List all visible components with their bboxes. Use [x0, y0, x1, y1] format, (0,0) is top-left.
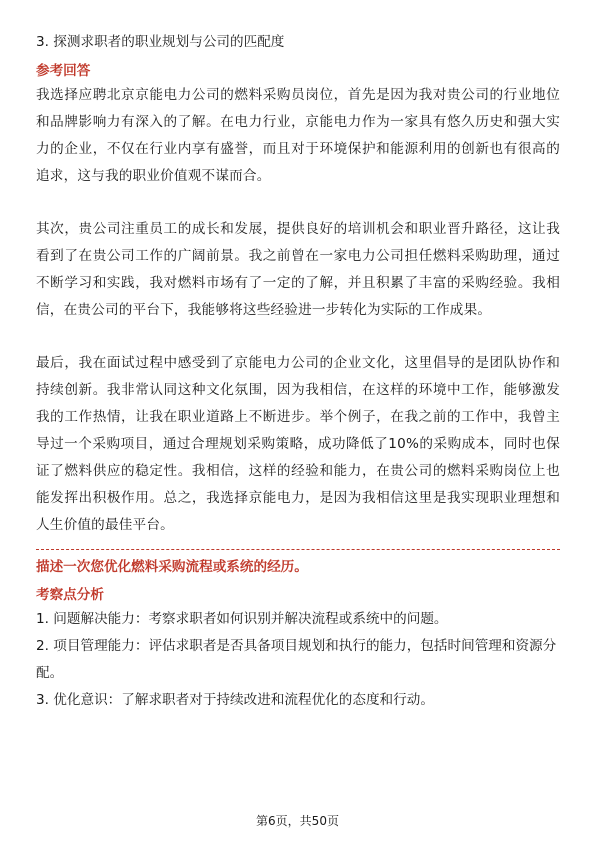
analysis-point-3: 3. 优化意识：了解求职者对于持续改进和流程优化的态度和行动。 — [36, 692, 434, 708]
answer-paragraph-2: 其次，贵公司注重员工的成长和发展，提供良好的培训机会和职业晋升路径，这让我看到了在贵公司工作的广阔前景。我之前曾在一家电力公司担任燃料采购助理，通过不断学习和实践，我对燃料市场有了一定的了解，并且积累了丰富的采购经验。我相信，在贵公司的平台下，我能够将这些经验进一步转化为实际的工作成果。 — [36, 221, 560, 318]
document-page — [36, 30, 560, 714]
analysis-label: 考察点分析 — [36, 587, 104, 603]
answer-label: 参考回答 — [36, 63, 91, 79]
answer-paragraph-1: 我选择应聘北京京能电力公司的燃料采购员岗位，首先是因为我对贵公司的行业地位和品牌影响力有深入的了解。在电力行业，京能电力作为一家具有悠久历史和强大实力的企业，不仅在行业内享有盛誉，而且对于环境保护和能源利用的创新也有很高的追求，这与我的职业价值观不谋而合。 — [36, 87, 560, 184]
page-number: 第6页，共50页 — [256, 814, 339, 828]
section-divider — [36, 549, 560, 550]
analysis-point-1: 1. 问题解决能力：考察求职者如何识别并解决流程或系统中的问题。 — [36, 611, 448, 627]
next-question-title: 描述一次您优化燃料采购流程或系统的经历。 — [36, 559, 308, 575]
question-title: 3. 探测求职者的职业规划与公司的匹配度 — [36, 34, 285, 50]
analysis-point-2: 2. 项目管理能力：评估求职者是否具备项目规划和执行的能力，包括时间管理和资源分配。 — [36, 638, 557, 681]
answer-paragraph-3: 最后，我在面试过程中感受到了京能电力公司的企业文化，这里倡导的是团队协作和持续创新。我非常认同这种文化氛围，因为我相信，在这样的环境中工作，能够激发我的工作热情，让我在职业道路上不断进步。举个例子，在我之前的工作中，我曾主导过一个采购项目，通过合理规划采购策略，成功降低了10%的采购成本，同时也保证了燃料供应的稳定性。我相信，这样的经验和能力，在贵公司的燃料采购岗位上也能发挥出积极作用。总之，我选择京能电力，是因为我相信这里是我实现职业理想和人生价值的最佳平台。 — [36, 355, 560, 533]
